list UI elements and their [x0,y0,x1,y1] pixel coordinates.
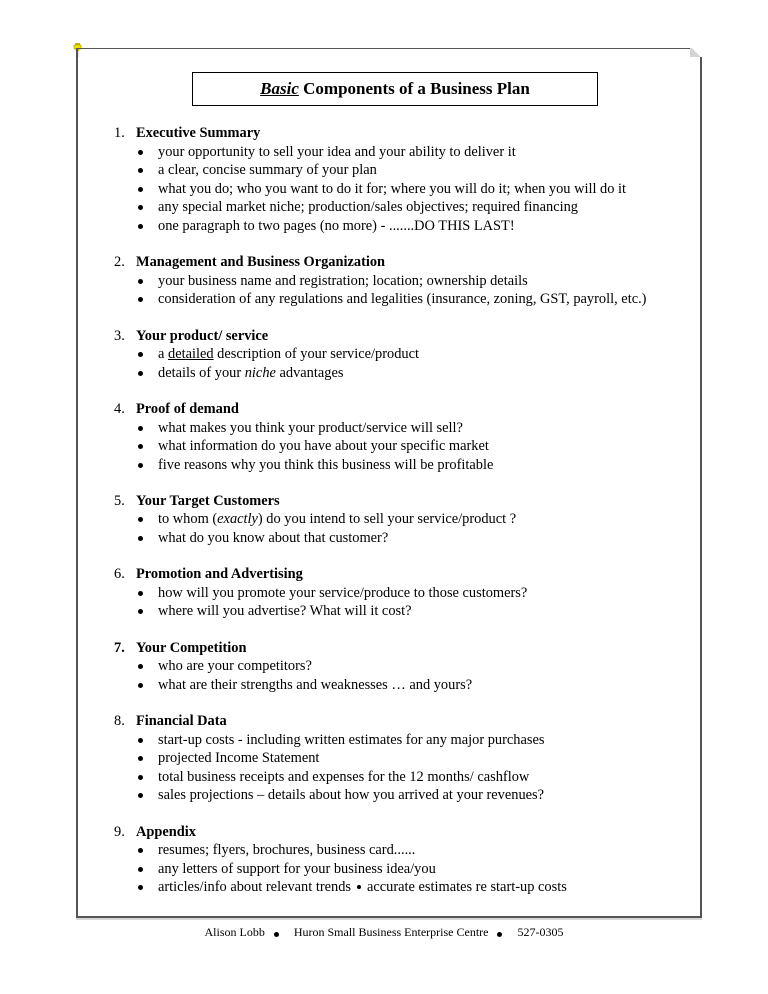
bullet-icon [114,602,158,621]
section-title: Your Target Customers [136,492,280,509]
list-item: to whom (exactly) do you intend to sell your service/product ? [114,510,694,529]
bullet-icon [114,786,158,805]
list-item: resumes; flyers, brochures, business card...... [114,841,694,860]
section-title: Financial Data [136,713,227,729]
bullet-icon [114,676,158,695]
bullet-icon [114,217,158,236]
section-number: 6. [114,566,125,583]
section-title: Promotion and Advertising [136,566,303,583]
footer-separator-icon [497,932,502,937]
list-item: projected Income Statement [114,749,694,768]
section-financial-data [114,712,694,805]
list-item: what information do you have about your specific market [114,437,694,456]
footer-organization: Huron Small Business Enterprise Centre [293,925,489,939]
list-item: what do you know about that customer? [114,529,694,548]
list-item: any special market niche; production/sales objectives; required financing [114,198,694,217]
section-number: 7. [114,639,125,656]
section-number: 3. [114,327,125,344]
bullet-icon [114,841,158,860]
list-item: how will you promote your service/produce to those customers? [114,584,694,603]
bullet-icon [114,161,158,180]
list-item: your business name and registration; location; ownership details [114,272,694,291]
italic-word: niche [244,364,276,381]
title-emphasis: Basic [260,79,299,98]
footer-separator-icon [274,932,279,937]
list-item: where will you advertise? What will it cost? [114,602,694,621]
bullet-icon [114,731,158,750]
bullet-icon [114,419,158,438]
bullet-icon [114,364,158,383]
section-proof-of-demand [114,400,694,474]
section-appendix [114,823,694,897]
section-target-customers [114,492,694,548]
section-number: 5. [114,492,125,509]
section-title: Your Competition [136,639,247,656]
bullet-icon [114,143,158,162]
title-text: Components of a Business Plan [298,79,530,98]
section-management-organization [114,253,694,309]
section-number: 4. [114,400,125,417]
bullet-icon [114,272,158,291]
footer-phone: 527-0305 [517,925,564,939]
section-number: 2. [114,254,125,271]
bullet-icon [114,437,158,456]
components-list [114,124,694,915]
list-item: details of your niche advantages [114,364,694,383]
list-item: your opportunity to sell your idea and your ability to deliver it [114,143,694,162]
bullet-icon [114,878,158,897]
bullet-icon [114,860,158,879]
section-title: Management and Business Organization [136,254,386,271]
section-title: Appendix [136,823,196,840]
section-product-service [114,327,694,383]
footer-name: Alison Lobb [204,925,265,939]
bullet-icon [114,510,158,529]
page-footer [0,924,768,940]
bullet-icon [114,180,158,199]
section-number: 9. [114,823,125,840]
list-item: any letters of support for your business idea/you [114,860,694,879]
list-item: a clear, concise summary of your plan [114,161,694,180]
list-item: a detailed description of your service/product [114,345,694,364]
list-item: total business receipts and expenses for the 12 months/ cashflow [114,768,694,787]
bullet-icon [114,345,158,364]
list-item: articles/info about relevant trends accurate estimates re start-up costs [114,878,694,897]
list-item: one paragraph to two pages (no more) - .......DO THIS LAST! [114,217,694,236]
list-item: sales projections – details about how you arrived at your revenues? [114,786,694,805]
list-item: what are their strengths and weaknesses … and yours? [114,676,694,695]
bullet-icon [114,749,158,768]
bullet-icon [114,584,158,603]
page-curl-fold-icon [690,48,702,57]
bullet-icon [114,657,158,676]
list-item: who are your competitors? [114,657,694,676]
list-item: five reasons why you think this business will be profitable [114,456,694,475]
bullet-icon [114,529,158,548]
bullet-icon [114,768,158,787]
bullet-icon [114,290,158,309]
list-item: start-up costs - including written estimates for any major purchases [114,731,694,750]
section-number: 1. [114,125,125,141]
section-title: Executive Summary [136,125,261,141]
document-title [192,72,598,106]
section-title: Your product/ service [136,327,269,344]
bullet-icon [114,456,158,475]
section-promotion-advertising [114,565,694,621]
list-item: what you do; who you want to do it for; where you will do it; when you will do it [114,180,694,199]
underlined-word: detailed [168,346,214,363]
bullet-icon [114,198,158,217]
section-executive-summary [114,124,694,236]
italic-word: exactly [217,511,258,528]
section-number: 8. [114,713,125,729]
list-item: what makes you think your product/service will sell? [114,419,694,438]
list-item: consideration of any regulations and legalities (insurance, zoning, GST, payroll, etc.) [114,290,694,309]
section-title: Proof of demand [136,400,239,417]
section-competition [114,639,694,695]
inline-bullet-icon [357,885,361,889]
